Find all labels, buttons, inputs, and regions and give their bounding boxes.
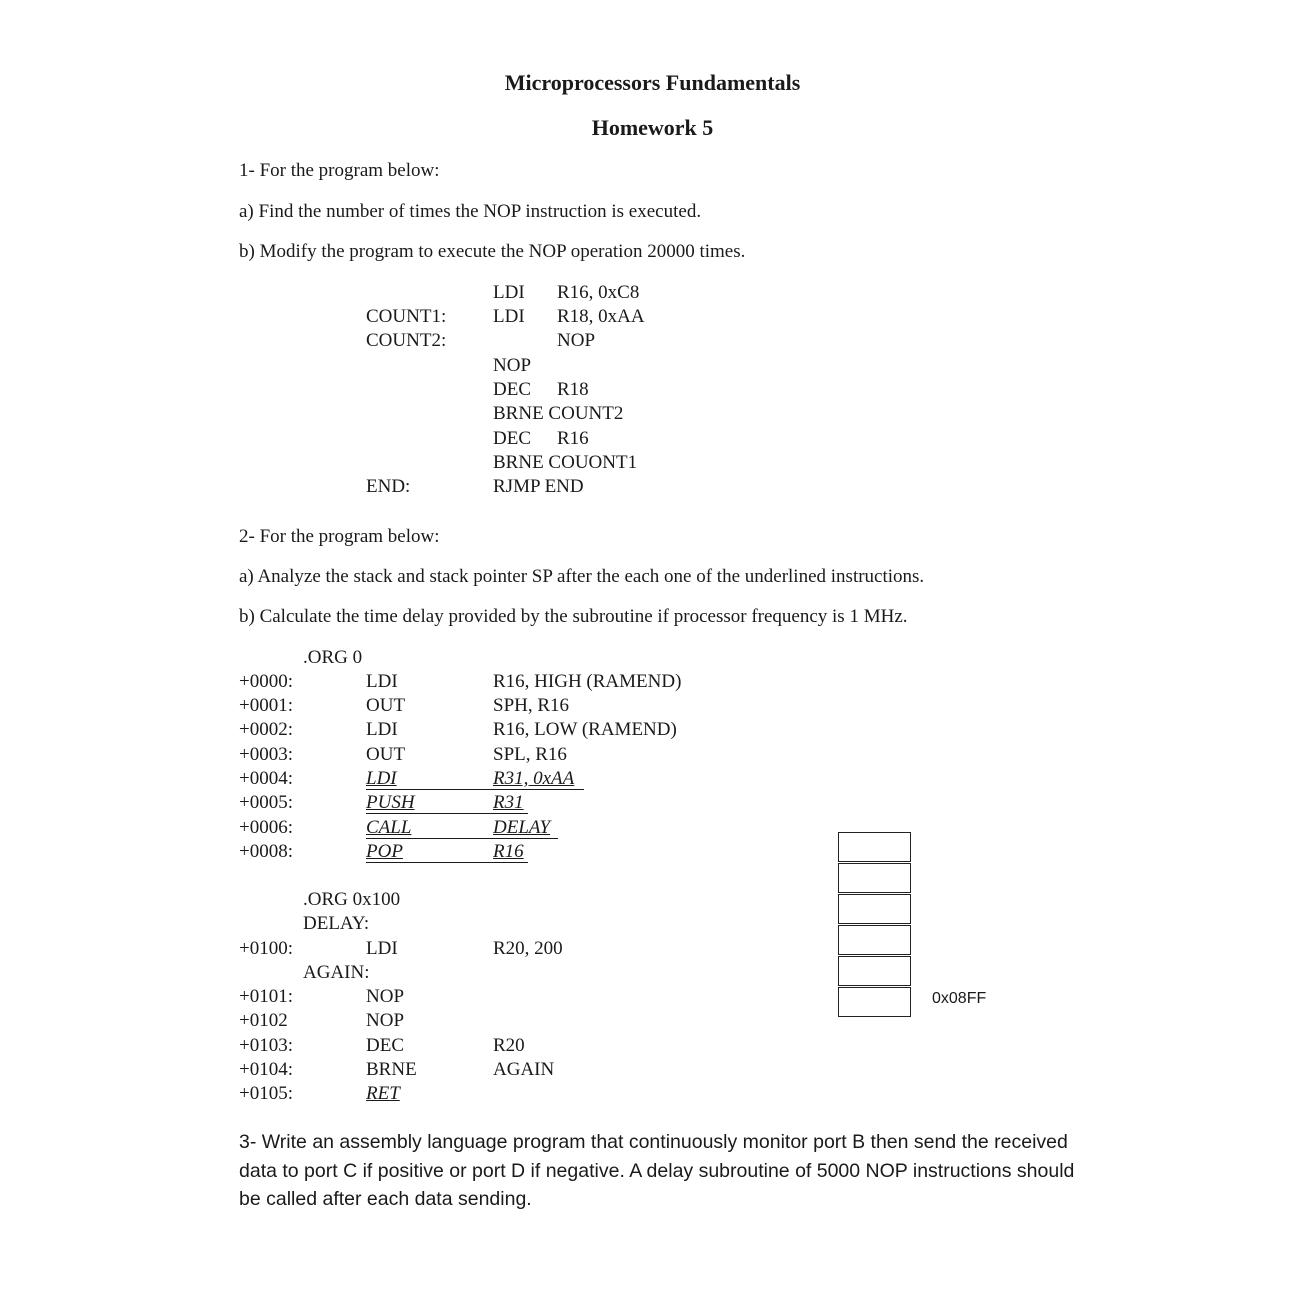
stack-cell xyxy=(838,956,911,986)
stack-cell xyxy=(838,863,911,893)
underlined-mnemonic: CALL xyxy=(366,817,412,838)
code-label: COUNT2: xyxy=(366,330,447,351)
code-mnemonic: NOP xyxy=(366,986,405,1007)
underlined-mnemonic: PUSH xyxy=(366,792,415,813)
code-label: AGAIN: xyxy=(303,962,370,983)
code-mnemonic: DEC xyxy=(493,379,531,400)
underlined-operand: R31, 0xAA xyxy=(493,768,575,789)
code-mnemonic: DEC xyxy=(366,1035,404,1056)
code-address: +0008: xyxy=(239,841,293,862)
stack-cell xyxy=(838,925,911,955)
code-mnemonic: LDI xyxy=(493,282,525,303)
code-operand: R16 xyxy=(557,428,589,449)
code-address: +0102 xyxy=(239,1010,288,1031)
code-mnemonic: BRNE COUONT1 xyxy=(493,452,638,473)
code-operand: R18 xyxy=(557,379,589,400)
code-address: +0104: xyxy=(239,1059,293,1080)
code-operand: R18, 0xAA xyxy=(557,306,645,327)
q3-text: 3- Write an assembly language program that continuously monitor port B then send the received data to port C if positive or port D if negative. A delay subroutine of 5000 NOP instructions should be called after each data sending. xyxy=(239,1131,1075,1211)
code-mnemonic: LDI xyxy=(366,671,398,692)
code-mnemonic: LDI xyxy=(366,938,398,959)
underlined-mnemonic: POP xyxy=(366,841,403,862)
underlined-operand: R31 xyxy=(493,792,524,813)
code-mnemonic: RJMP END xyxy=(493,476,584,497)
code-operand: R16, HIGH (RAMEND) xyxy=(493,671,682,692)
code-operand: SPH, R16 xyxy=(493,695,570,716)
org-directive: .ORG 0x100 xyxy=(303,889,401,910)
stack-address-label: 0x08FF xyxy=(932,990,987,1007)
code-mnemonic: BRNE xyxy=(366,1059,417,1080)
code-mnemonic: BRNE COUNT2 xyxy=(493,403,624,424)
code-operand: R16, LOW (RAMEND) xyxy=(493,719,677,740)
code-operand: NOP xyxy=(557,330,596,351)
code-operand: R16, 0xC8 xyxy=(557,282,640,303)
code-address: +0006: xyxy=(239,817,293,838)
code-address: +0003: xyxy=(239,744,293,765)
underlined-mnemonic: LDI xyxy=(366,768,397,789)
q1-part-b: b) Modify the program to execute the NOP operation 20000 times. xyxy=(239,241,746,262)
code-label: END: xyxy=(366,476,411,497)
underlined-operand: R16 xyxy=(493,841,524,862)
code-mnemonic: OUT xyxy=(366,744,406,765)
q1-intro: 1- For the program below: xyxy=(239,160,440,181)
page-subtitle: Homework 5 xyxy=(591,115,714,140)
code-address: +0005: xyxy=(239,792,293,813)
code-mnemonic: DEC xyxy=(493,428,531,449)
page-title: Microprocessors Fundamentals xyxy=(504,70,801,95)
code-label: DELAY: xyxy=(303,913,370,934)
underline-rule xyxy=(366,862,528,863)
code-operand: SPL, R16 xyxy=(493,744,567,765)
code-operand: R20, 200 xyxy=(493,938,563,959)
code-operand: AGAIN xyxy=(493,1059,555,1080)
code-mnemonic: NOP xyxy=(366,1010,405,1031)
code-address: +0101: xyxy=(239,986,293,1007)
code-address: +0105: xyxy=(239,1083,293,1104)
q2-part-b: b) Calculate the time delay provided by the subroutine if processor frequency is 1 MHz. xyxy=(239,606,908,627)
stack-cell xyxy=(838,987,911,1017)
code-mnemonic: LDI xyxy=(366,719,398,740)
code-address: +0103: xyxy=(239,1035,293,1056)
code-address: +0001: xyxy=(239,695,293,716)
code-mnemonic: LDI xyxy=(493,306,525,327)
underline-rule xyxy=(366,813,528,814)
underline-rule xyxy=(366,789,584,790)
stack-cell xyxy=(838,894,911,924)
code-mnemonic: NOP xyxy=(493,355,532,376)
code-address: +0100: xyxy=(239,938,293,959)
code-address: +0000: xyxy=(239,671,293,692)
code-label: COUNT1: xyxy=(366,306,447,327)
code-mnemonic: OUT xyxy=(366,695,406,716)
code-address: +0002: xyxy=(239,719,293,740)
underlined-mnemonic: RET xyxy=(366,1083,400,1104)
code-operand: R20 xyxy=(493,1035,525,1056)
org-directive: .ORG 0 xyxy=(303,647,363,668)
q2-intro: 2- For the program below: xyxy=(239,526,440,547)
q1-part-a: a) Find the number of times the NOP instruction is executed. xyxy=(239,201,702,222)
q2-part-a: a) Analyze the stack and stack pointer SP after the each one of the underlined instructions. xyxy=(239,566,925,587)
code-address: +0004: xyxy=(239,768,293,789)
underlined-operand: DELAY xyxy=(493,817,551,838)
stack-cell xyxy=(838,832,911,862)
underline-rule xyxy=(366,838,558,839)
